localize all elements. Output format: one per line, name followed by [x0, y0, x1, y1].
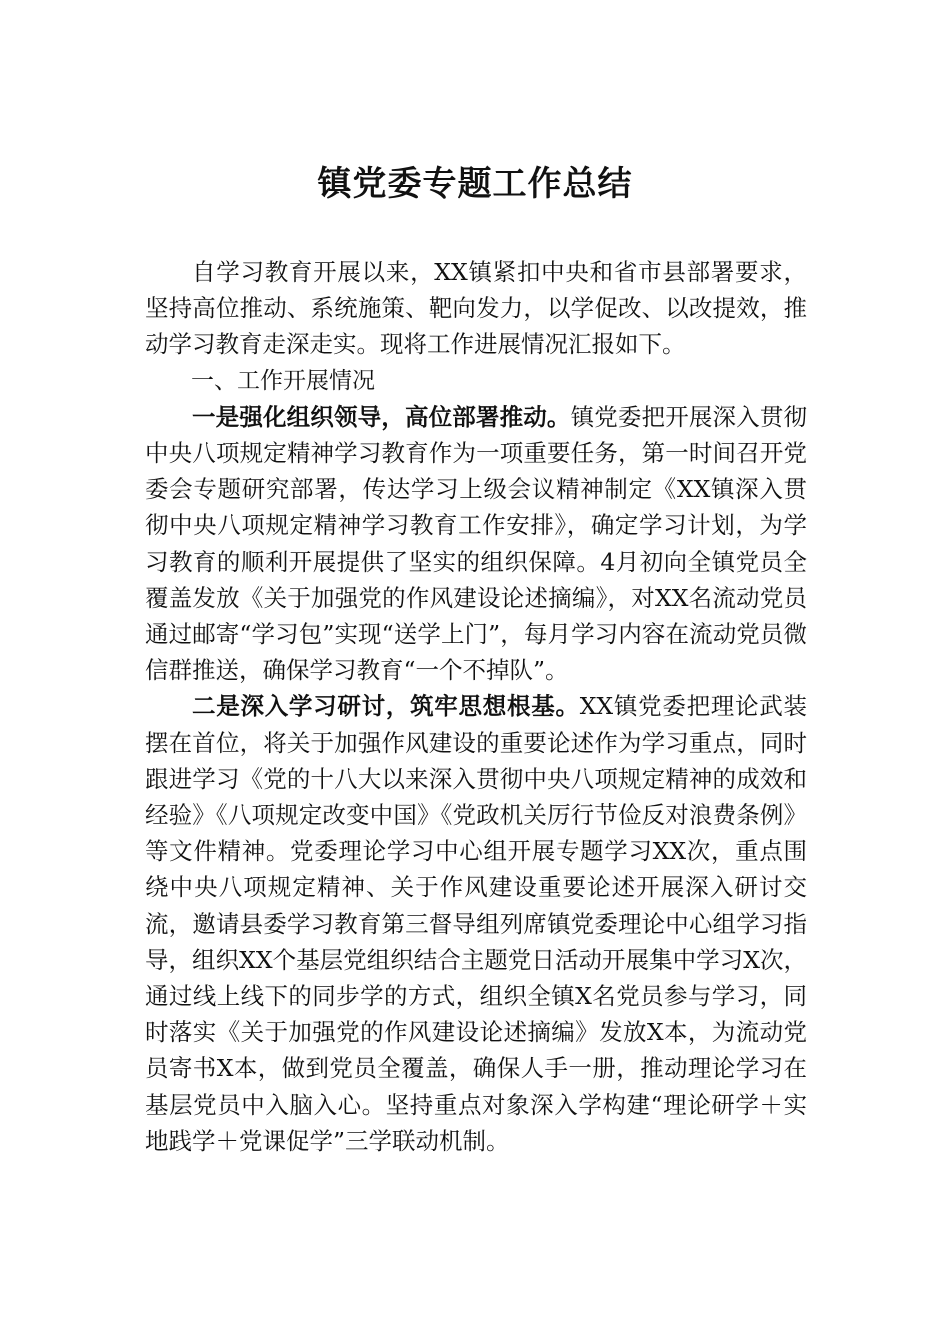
- point-2-text: XX镇党委把理论武装摆在首位，将关于加强作风建设的重要论述作为学习重点，同时跟进学习《党的十八大以来深入贯彻中央八项规定精神的成效和经验》《八项规定改变中国》《党政机关厉行节俭反对浪费条例》等文件精神。党委理论学习中心组开展专题学习XX次，重点围绕中央八项规定精神、关于作风建设重要论述开展深入研讨交流，邀请县委学习教育第三督导组列席镇党委理论中心组学习指导，组织XX个基层党组织结合主题党日活动开展集中学习X次，通过线上线下的同步学的方式，组织全镇X名党员参与学习，同时落实《关于加强党的作风建设论述摘编》发放X本，为流动党员寄书X本，做到党员全覆盖，确保人手一册，推动理论学习在基层党员中入脑入心。坚持重点对象深入学构建“理论研学＋实地践学＋党课促学”三学联动机制。: [145, 692, 807, 1155]
- point-1-paragraph: [145, 399, 807, 689]
- point-1-text: 镇党委把开展深入贯彻中央八项规定精神学习教育作为一项重要任务，第一时间召开党委会专题研究部署，传达学习上级会议精神制定《XX镇深入贯彻中央八项规定精神学习教育工作安排》，确定学习计划，为学习教育的顺利开展提供了坚实的组织保障。4月初向全镇党员全覆盖发放《关于加强党的作风建设论述摘编》，对XX名流动党员通过邮寄“学习包”实现“送学上门”，每月学习内容在流动党员微信群推送，确保学习教育“一个不掉队”。: [145, 402, 808, 685]
- point-2-lead: 二是深入学习研讨，筑牢思想根基。: [192, 692, 580, 721]
- section-heading: 一、工作开展情况: [191, 367, 375, 394]
- document-body: [145, 254, 807, 1159]
- intro-paragraph: 自学习教育开展以来，XX镇紧扣中央和省市县部署要求，坚持高位推动、系统施策、靶向发力，以学促改、以改提效，推动学习教育走深走实。现将工作进展情况汇报如下。: [145, 258, 807, 359]
- point-2-paragraph: [145, 688, 807, 1159]
- point-1-lead: 一是强化组织领导，高位部署推动。: [192, 402, 571, 431]
- document-title: 镇党委专题工作总结: [317, 164, 633, 204]
